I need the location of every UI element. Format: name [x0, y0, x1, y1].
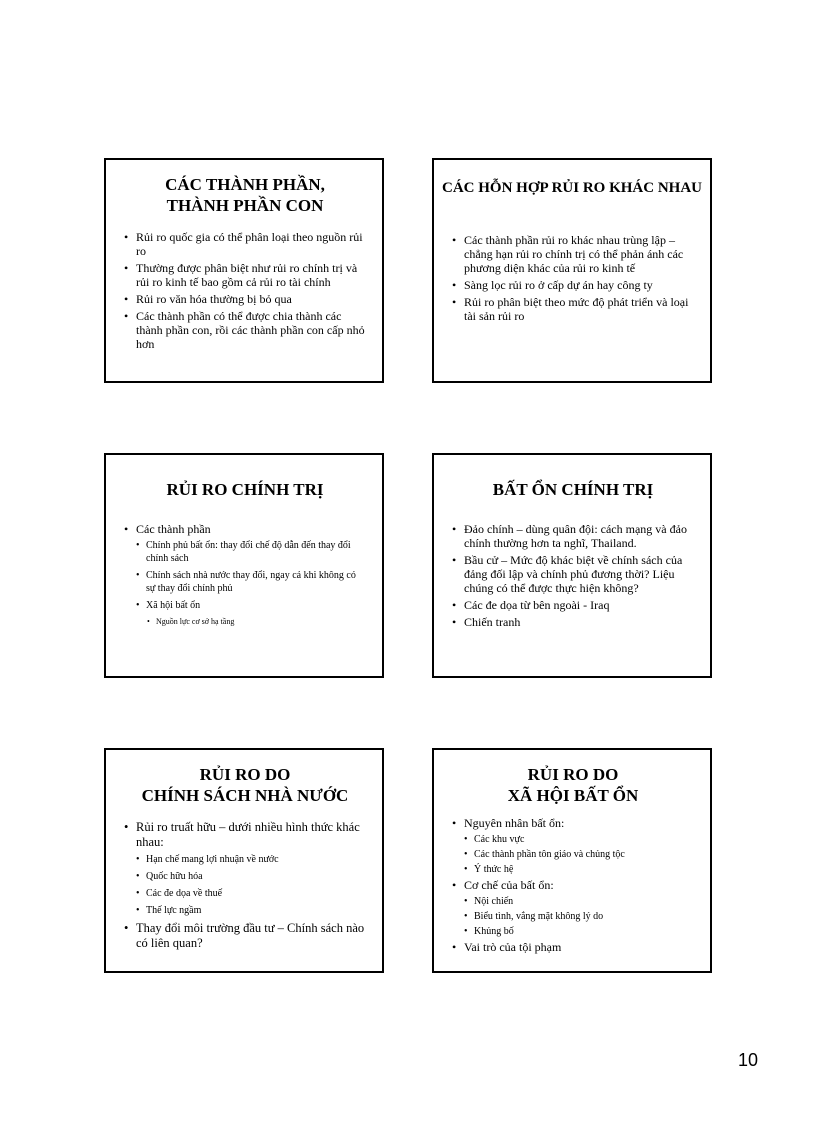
- sub-bullet-item: • Các đe dọa về thuế: [124, 887, 366, 900]
- bullet-list: [124, 230, 366, 351]
- slide-title-line: XÃ HỘI BẤT ỔN: [507, 786, 639, 805]
- slide-title: [452, 764, 694, 806]
- slide-political-risk: [104, 453, 384, 678]
- sub-bullet-item: • Chính phủ bất ổn: thay đổi chế độ dẫn đến thay đổi chính sách: [124, 539, 366, 565]
- sub-bullet-item: • Nội chiến: [452, 895, 694, 908]
- bullet-list: [452, 522, 694, 629]
- slide-title-line: RỦI RO CHÍNH TRỊ: [166, 480, 324, 499]
- slide-title: [436, 178, 708, 199]
- slide-title: [124, 764, 366, 806]
- slide-social-instability-risk: [432, 748, 712, 973]
- bullet-item: • Rủi ro truất hữu – dưới nhiều hình thức khác nhau:: [124, 820, 366, 850]
- slide-risk-mix: [432, 158, 712, 383]
- slide-title-line: THÀNH PHẦN CON: [166, 196, 324, 215]
- bullet-item: • Bầu cử – Mức độ khác biệt về chính sách của đảng đối lập và chính phủ đương thời? Liệu chúng có thể được thực hiện không?: [452, 553, 694, 595]
- bullet-item: • Thường được phân biệt như rủi ro chính trị và rủi ro kinh tế bao gồm cả rủi ro tài chính: [124, 261, 366, 289]
- sub-bullet-item: • Các thành phần tôn giáo và chủng tộc: [452, 848, 694, 861]
- slide-title: [452, 479, 694, 500]
- slide-title: [124, 174, 366, 216]
- bullet-item: • Chiến tranh: [452, 615, 694, 629]
- slide-title-line: CÁC THÀNH PHẦN,: [165, 175, 325, 194]
- bullet-item: • Cơ chế của bất ổn:: [452, 878, 694, 892]
- bullet-list: [452, 233, 694, 323]
- slide-title-line: RỦI RO DO: [527, 765, 619, 784]
- sub-sub-bullet-item: • Nguồn lực cơ sở hạ tầng: [124, 616, 366, 627]
- sub-bullet-item: • Chính sách nhà nước thay đổi, ngay cả khi không có sự thay đổi chính phủ: [124, 569, 366, 595]
- bullet-item: • Các thành phần: [124, 522, 366, 536]
- slide-title-line: CÁC HỖN HỢP RỦI RO KHÁC NHAU: [441, 180, 702, 196]
- bullet-item: • Các thành phần có thể được chia thành các thành phần con, rồi các thành phần con cấp nhỏ hơn: [124, 309, 366, 351]
- sub-bullet-item: • Xã hội bất ổn: [124, 599, 366, 612]
- slide-title: [124, 479, 366, 500]
- sub-bullet-item: • Hạn chế mang lợi nhuận về nước: [124, 853, 366, 866]
- bullet-list: [124, 820, 366, 951]
- page-number: 10: [738, 1050, 759, 1070]
- bullet-item: • Các đe dọa từ bên ngoài - Iraq: [452, 598, 694, 612]
- bullet-item: • Rủi ro văn hóa thường bị bỏ qua: [124, 292, 366, 306]
- bullet-item: • Nguyên nhân bất ổn:: [452, 816, 694, 830]
- bullet-item: • Rủi ro quốc gia có thể phân loại theo nguồn rủi ro: [124, 230, 366, 258]
- slide-title-line: CHÍNH SÁCH NHÀ NƯỚC: [141, 786, 349, 805]
- sub-bullet-item: • Quốc hữu hóa: [124, 870, 366, 883]
- sub-bullet-item: • Khủng bố: [452, 925, 694, 938]
- bullet-item: • Đảo chính – dùng quân đội: cách mạng và đảo chính thường hơn ta nghĩ, Thailand.: [452, 522, 694, 550]
- sub-bullet-item: • Thế lực ngầm: [124, 904, 366, 917]
- slide-title-line: BẤT ỔN CHÍNH TRỊ: [492, 480, 654, 499]
- slide-state-policy-risk: [104, 748, 384, 973]
- bullet-item: • Các thành phần rủi ro khác nhau trùng lập – chẳng hạn rủi ro chính trị có thể phản ánh các phương diện khác của rủi ro kinh tế: [452, 233, 694, 275]
- bullet-item: • Rủi ro phân biệt theo mức độ phát triển và loại tài sản rủi ro: [452, 295, 694, 323]
- slide-components: [104, 158, 384, 383]
- sub-bullet-item: • Các khu vực: [452, 833, 694, 846]
- bullet-item: • Sàng lọc rủi ro ở cấp dự án hay công ty: [452, 278, 694, 292]
- sub-bullet-item: • Ý thức hệ: [452, 863, 694, 876]
- slide-title-line: RỦI RO DO: [199, 765, 291, 784]
- bullet-item: • Vai trò của tội phạm: [452, 940, 694, 954]
- bullet-item: • Thay đổi môi trường đầu tư – Chính sách nào có liên quan?: [124, 921, 366, 951]
- sub-bullet-item: • Biểu tình, vắng mặt không lý do: [452, 910, 694, 923]
- slide-political-instability: [432, 453, 712, 678]
- bullet-list: [452, 816, 694, 954]
- bullet-list: [124, 522, 366, 627]
